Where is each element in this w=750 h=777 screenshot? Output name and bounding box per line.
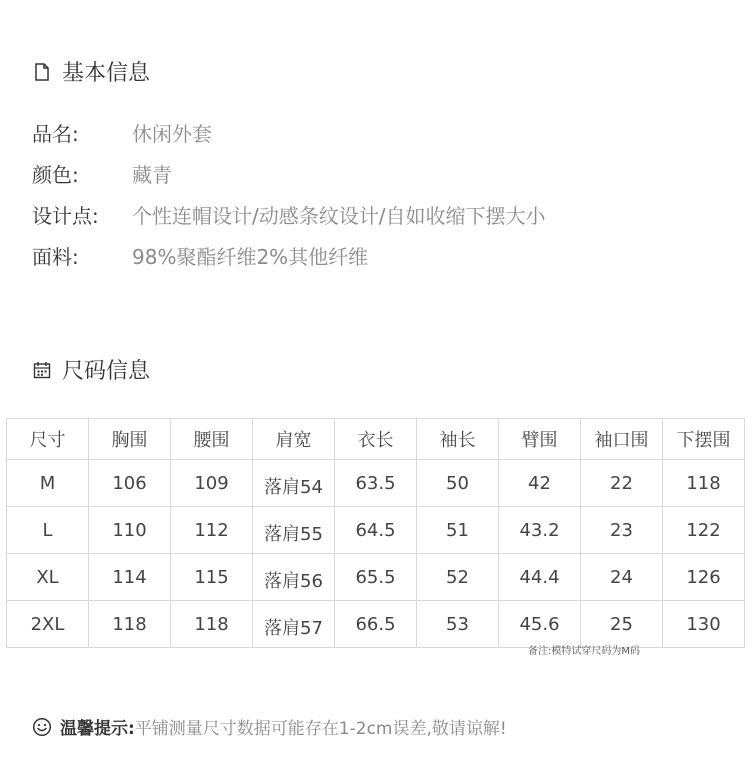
basic-info-title <box>32 56 150 87</box>
size-table <box>6 418 745 648</box>
table-cell: 64.5 <box>335 507 417 554</box>
table-cell: 118 <box>171 601 253 648</box>
table-row <box>7 554 745 601</box>
info-label: 品名: <box>32 122 79 146</box>
table-cell: 落肩56 <box>253 554 335 601</box>
table-cell: 50 <box>417 460 499 507</box>
info-value: 藏青 <box>132 163 172 187</box>
table-cell: M <box>7 460 89 507</box>
table-cell: 落肩55 <box>253 507 335 554</box>
table-cell: 51 <box>417 507 499 554</box>
table-cell: 118 <box>663 460 745 507</box>
table-cell: 落肩57 <box>253 601 335 648</box>
info-row-fabric <box>32 241 368 270</box>
header-cell: 臂围 <box>499 419 581 460</box>
table-cell: L <box>7 507 89 554</box>
header-cell: 衣长 <box>335 419 417 460</box>
basic-info-title-text: 基本信息 <box>62 61 151 86</box>
info-value: 个性连帽设计/动感条纹设计/自如收缩下摆大小 <box>132 204 546 228</box>
header-cell: 腰围 <box>171 419 253 460</box>
table-cell: 44.4 <box>499 554 581 601</box>
table-cell: 43.2 <box>499 507 581 554</box>
table-cell: 66.5 <box>335 601 417 648</box>
header-cell: 袖长 <box>417 419 499 460</box>
tip-label: 温馨提示: <box>60 719 135 739</box>
table-cell: 22 <box>581 460 663 507</box>
table-header-row <box>7 419 745 460</box>
header-cell: 肩宽 <box>253 419 335 460</box>
table-cell: 118 <box>89 601 171 648</box>
table-cell: 45.6 <box>499 601 581 648</box>
table-cell: 落肩54 <box>253 460 335 507</box>
table-cell: 52 <box>417 554 499 601</box>
info-row-name <box>32 118 212 147</box>
document-icon <box>32 62 52 82</box>
table-cell: 53 <box>417 601 499 648</box>
table-cell: 42 <box>499 460 581 507</box>
size-info-title <box>32 354 150 385</box>
header-cell: 袖口围 <box>581 419 663 460</box>
info-row-color <box>32 159 172 188</box>
table-cell: 130 <box>663 601 745 648</box>
table-cell: 114 <box>89 554 171 601</box>
table-cell: 115 <box>171 554 253 601</box>
warm-tip <box>32 714 507 739</box>
smiley-icon <box>32 717 52 737</box>
table-cell: 25 <box>581 601 663 648</box>
table-cell: 2XL <box>7 601 89 648</box>
info-value: 98%聚酯纤维2%其他纤维 <box>132 245 369 269</box>
header-cell: 下摆围 <box>663 419 745 460</box>
table-row <box>7 460 745 507</box>
calendar-icon <box>32 360 52 380</box>
table-cell: 65.5 <box>335 554 417 601</box>
table-cell: 24 <box>581 554 663 601</box>
table-cell: 126 <box>663 554 745 601</box>
header-cell: 尺寸 <box>7 419 89 460</box>
table-cell: 109 <box>171 460 253 507</box>
info-label: 颜色: <box>32 163 79 187</box>
table-row <box>7 507 745 554</box>
table-row <box>7 601 745 648</box>
table-cell: XL <box>7 554 89 601</box>
size-info-title-text: 尺码信息 <box>62 359 151 384</box>
info-row-design <box>32 200 545 229</box>
table-cell: 122 <box>663 507 745 554</box>
info-value: 休闲外套 <box>132 122 212 146</box>
header-cell: 胸围 <box>89 419 171 460</box>
info-label: 面料: <box>32 245 79 269</box>
table-cell: 23 <box>581 507 663 554</box>
table-cell: 106 <box>89 460 171 507</box>
size-note: 备注:模特试穿尺码为M码 <box>528 646 640 657</box>
table-cell: 110 <box>89 507 171 554</box>
table-cell: 112 <box>171 507 253 554</box>
table-cell: 63.5 <box>335 460 417 507</box>
info-label: 设计点: <box>32 204 99 228</box>
tip-text: 平铺测量尺寸数据可能存在1-2cm误差,敬请谅解! <box>134 719 507 739</box>
